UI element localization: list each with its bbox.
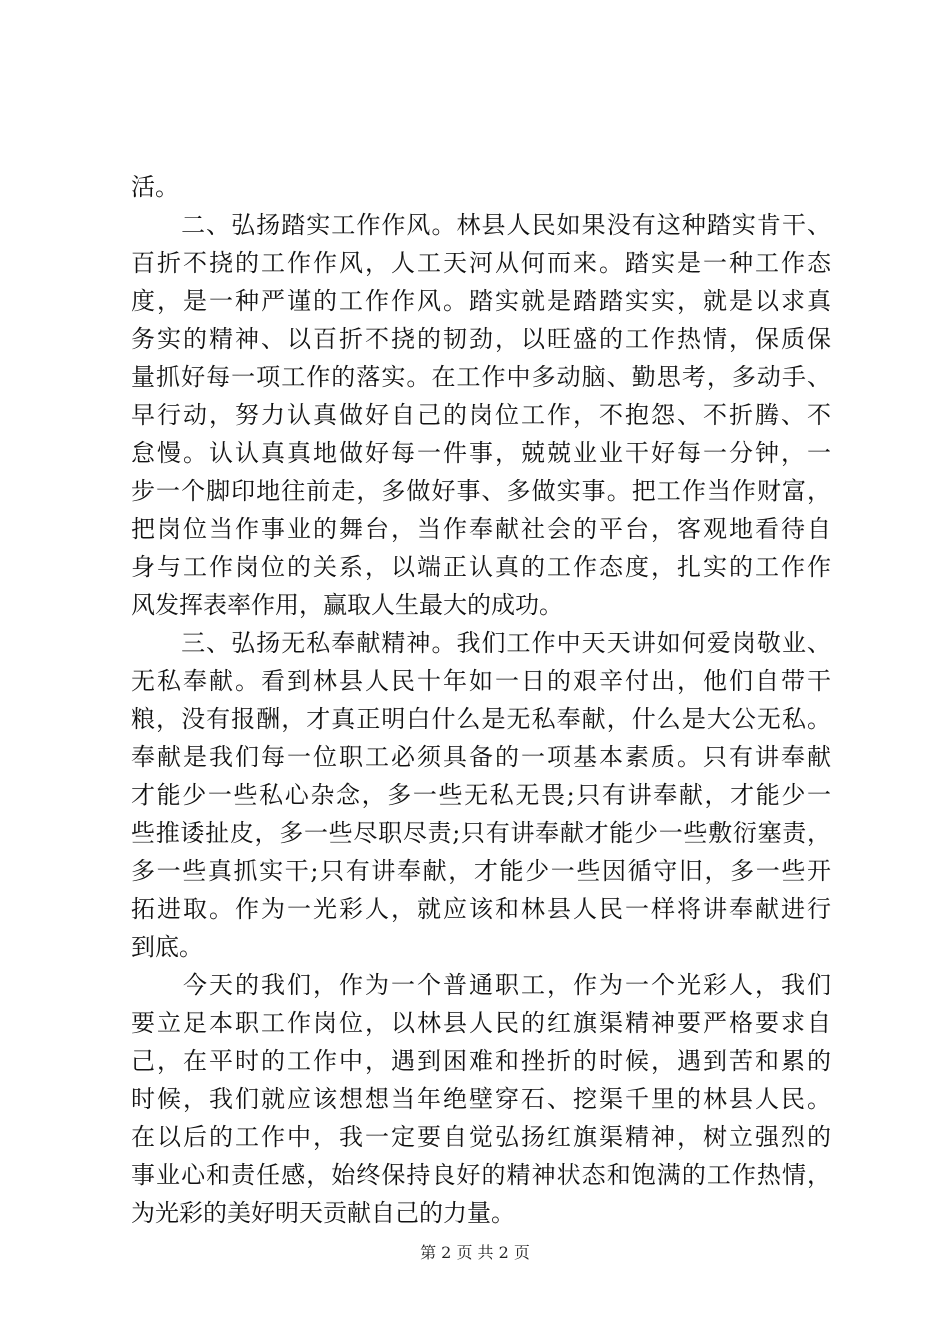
text-line: 今天的我们，作为一个普通职工，作为一个光彩人，我们 xyxy=(131,971,831,999)
paragraph-continuation xyxy=(131,168,831,206)
text-line: 风发挥表率作用，赢取人生最大的成功。 xyxy=(131,591,563,619)
text-line: 为光彩的美好明天贡献自己的力量。 xyxy=(131,1199,515,1227)
text-line: 才能少一些私心杂念，多一些无私无畏;只有讲奉献，才能少一 xyxy=(131,781,831,809)
text-line: 把岗位当作事业的舞台，当作奉献社会的平台，客观地看待自 xyxy=(131,515,831,543)
document-body xyxy=(131,168,831,1232)
paragraph-conclusion xyxy=(131,966,831,1232)
text-line: 度，是一种严谨的工作作风。踏实就是踏踏实实，就是以求真 xyxy=(131,287,831,315)
paragraph-practical-work-style xyxy=(131,206,831,624)
text-line: 百折不挠的工作作风，人工天河从何而来。踏实是一种工作态 xyxy=(131,249,831,277)
page-number-footer: 第 2 页 共 2 页 xyxy=(420,1243,530,1262)
text-line: 拓进取。作为一光彩人，就应该和林县人民一样将讲奉献进行 xyxy=(131,895,831,923)
text-line: 怠慢。认认真真地做好每一件事，兢兢业业干好每一分钟，一 xyxy=(131,439,831,467)
text-line: 多一些真抓实干;只有讲奉献，才能少一些因循守旧，多一些开 xyxy=(131,857,831,885)
text-line: 要立足本职工作岗位，以林县人民的红旗渠精神要严格要求自 xyxy=(131,1009,831,1037)
text-line: 活。 xyxy=(131,173,179,201)
text-line: 量抓好每一项工作的落实。在工作中多动脑、勤思考，多动手、 xyxy=(131,363,831,391)
text-line: 到底。 xyxy=(131,933,203,961)
text-line: 三、弘扬无私奉献精神。我们工作中天天讲如何爱岗敬业、 xyxy=(131,629,831,657)
text-line: 些推诿扯皮，多一些尽职尽责;只有讲奉献才能少一些敷衍塞责， xyxy=(131,819,831,847)
text-line: 无私奉献。看到林县人民十年如一日的艰辛付出，他们自带干 xyxy=(131,667,831,695)
text-line: 己，在平时的工作中，遇到困难和挫折的时候，遇到苦和累的 xyxy=(131,1047,831,1075)
text-line: 身与工作岗位的关系，以端正认真的工作态度，扎实的工作作 xyxy=(131,553,831,581)
text-line: 在以后的工作中，我一定要自觉弘扬红旗渠精神，树立强烈的 xyxy=(131,1123,831,1151)
text-line: 早行动，努力认真做好自己的岗位工作，不抱怨、不折腾、不 xyxy=(131,401,831,429)
text-line: 务实的精神、以百折不挠的韧劲，以旺盛的工作热情，保质保 xyxy=(131,325,831,353)
paragraph-selfless-dedication xyxy=(131,624,831,966)
text-line: 事业心和责任感，始终保持良好的精神状态和饱满的工作热情， xyxy=(131,1161,831,1189)
text-line: 粮，没有报酬，才真正明白什么是无私奉献，什么是大公无私。 xyxy=(131,705,831,733)
text-line: 时候，我们就应该想想当年绝壁穿石、挖渠千里的林县人民。 xyxy=(131,1085,831,1113)
text-line: 二、弘扬踏实工作作风。林县人民如果没有这种踏实肯干、 xyxy=(131,211,831,239)
text-line: 步一个脚印地往前走，多做好事、多做实事。把工作当作财富， xyxy=(131,477,831,505)
text-line: 奉献是我们每一位职工必须具备的一项基本素质。只有讲奉献 xyxy=(131,743,831,771)
